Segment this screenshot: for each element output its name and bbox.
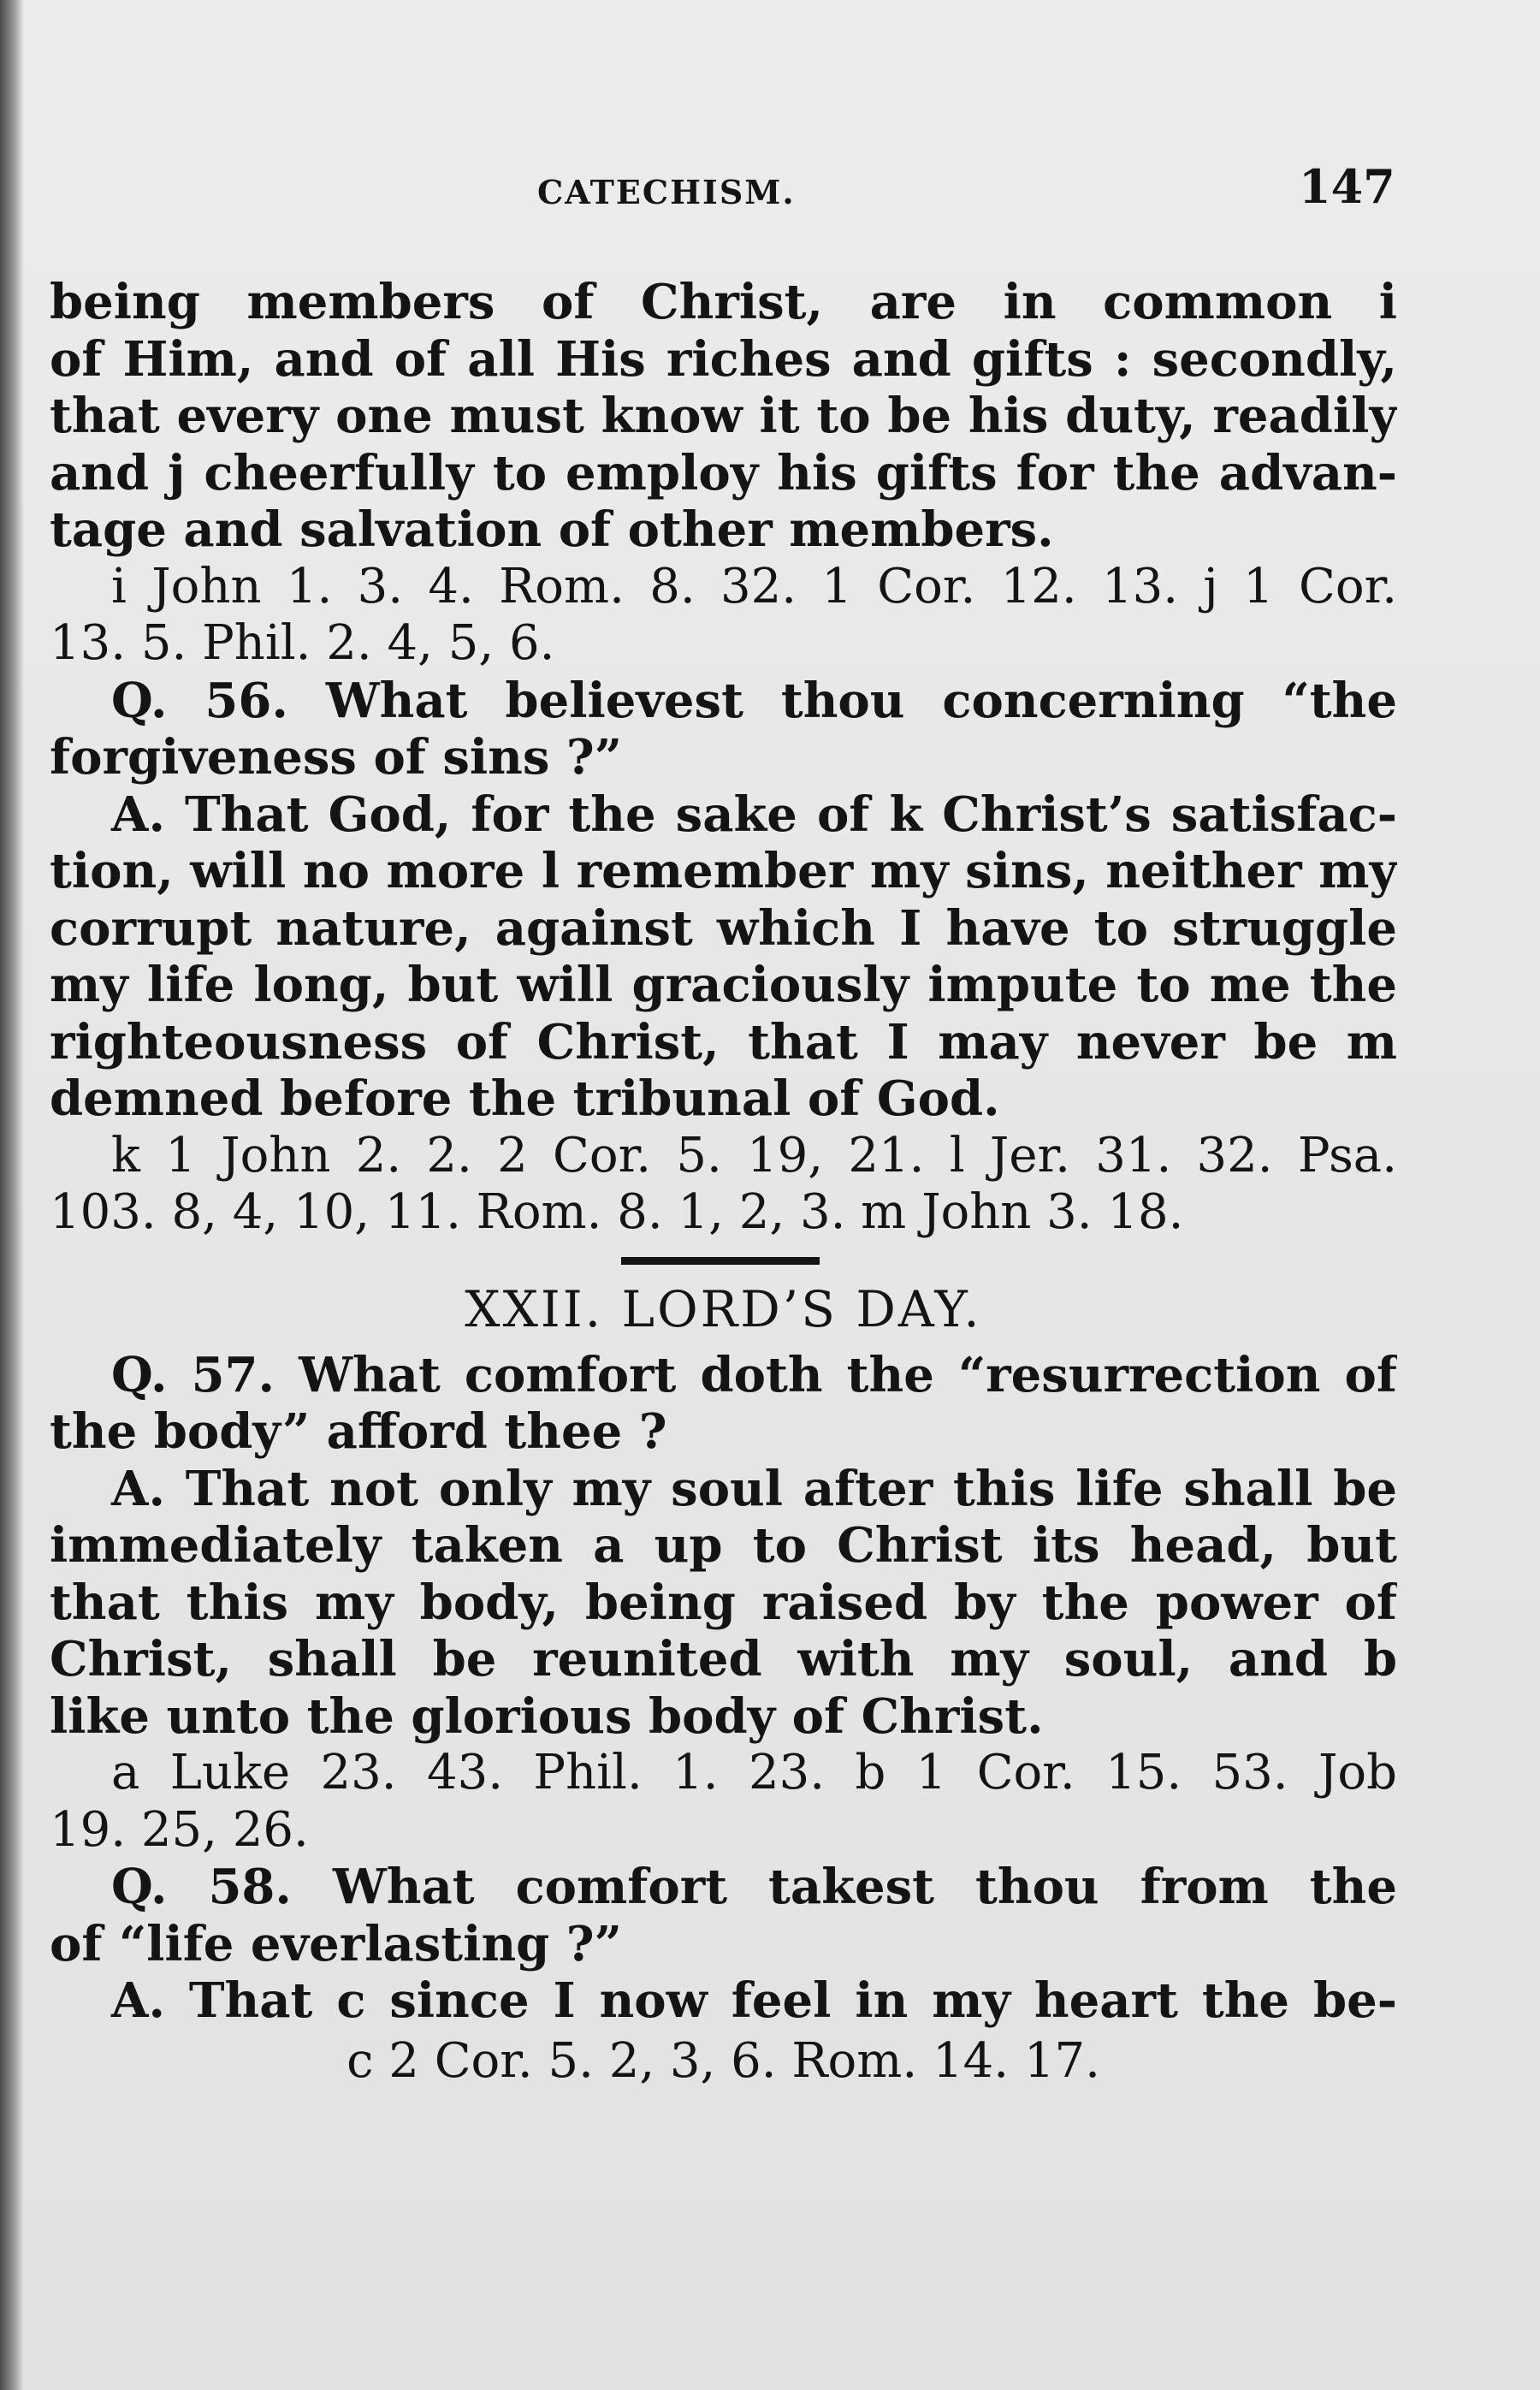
scripture-reference-line: a Luke 23. 43. Phil. 1. 23. b 1 Cor. 15. 53. Job	[111, 1745, 1397, 1800]
answer-line: my life long, but will graciously impute to me the	[50, 957, 1397, 1013]
text-line: being members of Christ, are in common i	[50, 274, 1397, 330]
answer-line: A. That not only my soul after this life shall be	[111, 1460, 1397, 1517]
text-line: of Him, and of all His riches and gifts : secondly,	[50, 330, 1397, 388]
page-spine-shadow	[0, 0, 24, 2390]
page-number: 147	[1299, 159, 1395, 214]
question-line: Q. 58. What comfort takest thou from the	[111, 1859, 1397, 1915]
answer-line: righteousness of Christ, that I may never be m	[50, 1013, 1397, 1070]
answer-line: A. That c since I now feel in my heart the be-	[111, 1972, 1397, 2029]
answer-line: immediately taken a up to Christ its head, but	[50, 1517, 1397, 1574]
question-line: Q. 56. What believest thou concerning “the	[111, 672, 1397, 729]
answer-line: A. That God, for the sake of k Christ’s satisfac-	[111, 786, 1397, 843]
text-line: that every one must know it to be his duty, readily	[50, 388, 1397, 444]
section-divider	[621, 1257, 820, 1265]
scripture-reference-line: 103. 8, 4, 10, 11. Rom. 8. 1, 2, 3. m John 3. 18.	[50, 1184, 1184, 1240]
text-line: tage and salvation of other members.	[50, 501, 1054, 558]
answer-line: Christ, shall be reunited with my soul, and b	[50, 1631, 1397, 1687]
scripture-reference-line: 19. 25, 26.	[50, 1801, 309, 1858]
section-title: XXII. LORD’S DAY.	[465, 1279, 982, 1338]
scripture-reference-line: k 1 John 2. 2. 2 Cor. 5. 19, 21. l Jer. 31. 32. Psa.	[111, 1127, 1397, 1183]
answer-line: corrupt nature, against which I have to struggle	[50, 899, 1397, 957]
question-line: the body” afford thee ?	[50, 1403, 667, 1460]
answer-line: that this my body, being raised by the power of	[50, 1574, 1397, 1631]
answer-line: demned before the tribunal of God.	[50, 1070, 1000, 1127]
answer-line: like unto the glorious body of Christ.	[50, 1687, 1044, 1745]
running-head: CATECHISM.	[537, 173, 796, 211]
answer-line: tion, will no more l remember my sins, neither my	[50, 843, 1397, 899]
question-line: forgiveness of sins ?”	[50, 729, 622, 786]
scripture-reference-line: i John 1. 3. 4. Rom. 8. 32. 1 Cor. 12. 13. j 1 Cor.	[111, 558, 1397, 614]
page-body	[50, 274, 1397, 2090]
scripture-reference-line: 13. 5. Phil. 2. 4, 5, 6.	[50, 615, 555, 671]
text-line: and j cheerfully to employ his gifts for the advan-	[50, 444, 1397, 501]
footnote-reference: c 2 Cor. 5. 2, 3, 6. Rom. 14. 17.	[346, 2032, 1100, 2089]
question-line: Q. 57. What comfort doth the “resurrection of	[111, 1346, 1397, 1403]
question-line: of “life everlasting ?”	[50, 1915, 622, 1972]
page-header	[537, 159, 1395, 219]
